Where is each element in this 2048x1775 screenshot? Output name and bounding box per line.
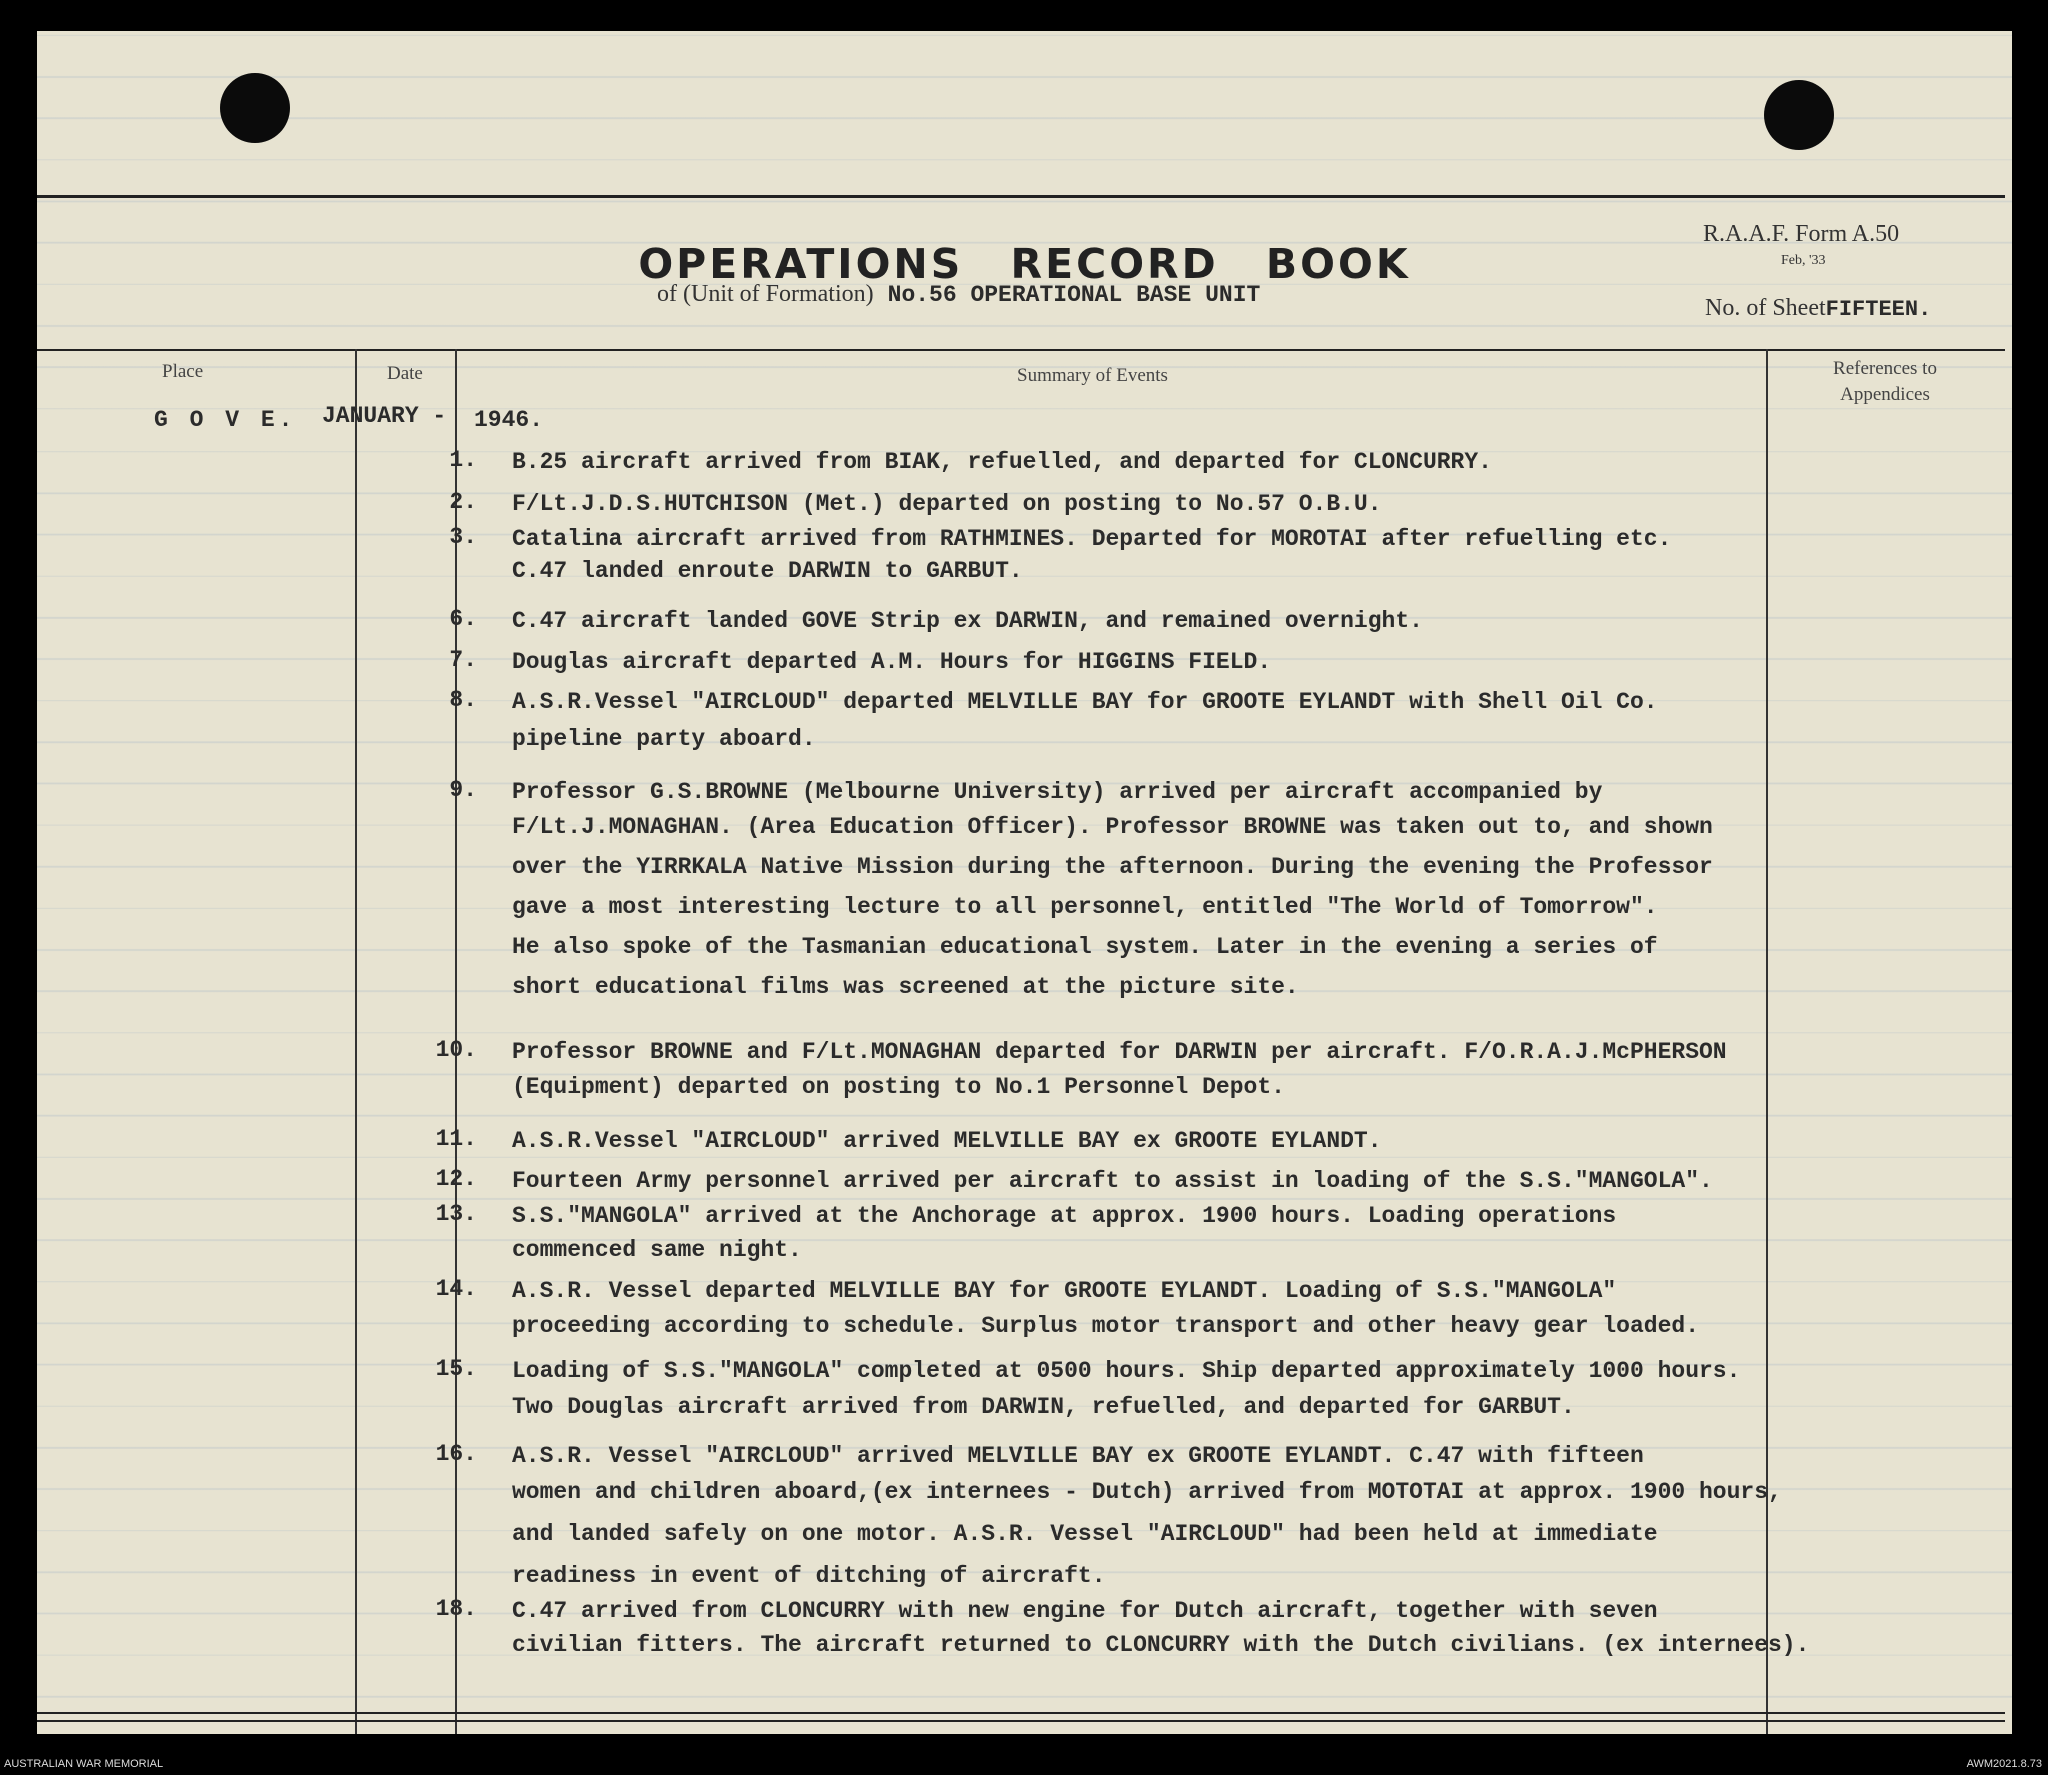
- entry: [435, 1201, 1617, 1269]
- unit-prefix: of (Unit of Formation): [657, 281, 874, 307]
- sheet-number-line: [1705, 295, 1931, 322]
- entry-day: 10.: [435, 1037, 477, 1063]
- entry-text-line: Professor BROWNE and F/Lt.MONAGHAN departed for DARWIN per aircraft. F/O.R.A.J.McPHERSON: [512, 1039, 1727, 1065]
- entry-text-line: readiness in event of ditching of aircraft.: [512, 1563, 1106, 1589]
- column-header-rule: [37, 349, 2005, 351]
- entry: [435, 1037, 1727, 1107]
- column-header-place: Place: [162, 361, 204, 382]
- entry-text-line: Loading of S.S."MANGOLA" completed at 0500 hours. Ship departed approximately 1000 hours.: [512, 1358, 1741, 1384]
- entry-text-line: pipeline party aboard.: [512, 726, 816, 752]
- entry-text-line: C.47 aircraft landed GOVE Strip ex DARWIN, and remained overnight.: [512, 608, 1423, 634]
- entry: [435, 1596, 1810, 1664]
- entry-text-line: A.S.R. Vessel departed MELVILLE BAY for GROOTE EYLANDT. Loading of S.S."MANGOLA": [512, 1278, 1617, 1304]
- entry: [435, 1126, 1382, 1156]
- unit-name: No.56 OPERATIONAL BASE UNIT: [887, 282, 1261, 308]
- entry-text-line: gave a most interesting lecture to all personnel, entitled "The World of Tomorrow".: [512, 894, 1658, 920]
- header-top-rule: [37, 195, 2005, 198]
- bottom-rule: [37, 1712, 2005, 1714]
- form-number: R.A.A.F. Form A.50: [1703, 221, 1900, 247]
- entry: [435, 1356, 1741, 1428]
- entry-text-line: F/Lt.J.MONAGHAN. (Area Education Officer). Professor BROWNE was taken out to, and shown: [512, 814, 1713, 840]
- entry-day: 1.: [449, 447, 477, 473]
- column-header-references: [1785, 356, 1985, 408]
- entry-text-line: (Equipment) departed on posting to No.1 Personnel Depot.: [512, 1074, 1285, 1100]
- entry-text-line: He also spoke of the Tasmanian educational system. Later in the evening a series of: [512, 934, 1658, 960]
- record-sheet: [37, 31, 2012, 1734]
- entry-text-line: short educational films was screened at the picture site.: [512, 974, 1299, 1000]
- page-title: OPERATIONS RECORD BOOK: [638, 240, 1411, 288]
- entry-text-line: women and children aboard,(ex internees - Dutch) arrived from MOTOTAI at approx. 1900 hours,: [512, 1479, 1782, 1505]
- entry-day: 9.: [449, 777, 477, 803]
- entry: [449, 647, 1272, 677]
- entry-text-line: Fourteen Army personnel arrived per aircraft to assist in loading of the S.S."MANGOLA".: [512, 1168, 1713, 1194]
- entry-text-line: civilian fitters. The aircraft returned to CLONCURRY with the Dutch civilians. (ex internees).: [512, 1632, 1810, 1658]
- column-header-date: Date: [387, 363, 423, 384]
- entry-text-line: A.S.R. Vessel "AIRCLOUD" arrived MELVILLE BAY ex GROOTE EYLANDT. C.47 with fifteen: [512, 1443, 1644, 1469]
- footer-left: AUSTRALIAN WAR MEMORIAL: [4, 1758, 164, 1770]
- entry-text-line: Two Douglas aircraft arrived from DARWIN, refuelled, and departed for GARBUT.: [512, 1394, 1575, 1420]
- entry-day: 15.: [435, 1356, 477, 1382]
- entry: [435, 1166, 1713, 1196]
- punch-hole-left: [220, 73, 290, 143]
- punch-hole-right: [1764, 80, 1834, 150]
- entry-text-line: B.25 aircraft arrived from BIAK, refuelled, and departed for CLONCURRY.: [512, 449, 1492, 475]
- entry-day: 18.: [435, 1596, 477, 1622]
- entry: [435, 1276, 1699, 1346]
- place-value: G O V E.: [154, 407, 297, 433]
- entry-day: 13.: [435, 1201, 477, 1227]
- entry-day: 2.: [449, 489, 477, 515]
- form-date: Feb, '33: [1781, 253, 1826, 268]
- entry-day: 11.: [435, 1126, 477, 1152]
- entry-text-line: and landed safely on one motor. A.S.R. Vessel "AIRCLOUD" had been held at immediate: [512, 1521, 1658, 1547]
- entry-day: 16.: [435, 1441, 477, 1467]
- year-value: 1946.: [474, 407, 544, 433]
- entry-text-line: Professor G.S.BROWNE (Melbourne University) arrived per aircraft accompanied by: [512, 779, 1603, 805]
- entry-text-line: F/Lt.J.D.S.HUTCHISON (Met.) departed on posting to No.57 O.B.U.: [512, 491, 1382, 517]
- entry: [435, 1441, 1782, 1597]
- entry-day: 6.: [449, 606, 477, 632]
- entry-text-line: S.S."MANGOLA" arrived at the Anchorage at approx. 1900 hours. Loading operations: [512, 1203, 1617, 1229]
- entry-text-line: over the YIRRKALA Native Mission during the afternoon. During the evening the Professor: [512, 854, 1713, 880]
- entry-text-line: A.S.R.Vessel "AIRCLOUD" arrived MELVILLE BAY ex GROOTE EYLANDT.: [512, 1128, 1382, 1154]
- unit-line: [657, 281, 1260, 308]
- bottom-rule-2: [37, 1720, 2005, 1722]
- entry: [449, 447, 1492, 477]
- column-header-summary: Summary of Events: [1017, 365, 1168, 386]
- references-label-1: References to: [1833, 358, 1937, 379]
- entry: [449, 606, 1423, 636]
- sheet-prefix: No. of Sheet: [1705, 295, 1826, 321]
- references-label-2: Appendices: [1840, 384, 1930, 405]
- entry-text-line: A.S.R.Vessel "AIRCLOUD" departed MELVILLE BAY for GROOTE EYLANDT with Shell Oil Co.: [512, 689, 1658, 715]
- sheet-number: FIFTEEN.: [1825, 297, 1932, 322]
- entry-day: 3.: [449, 524, 477, 550]
- entry-day: 12.: [435, 1166, 477, 1192]
- entry-day: 8.: [449, 687, 477, 713]
- entry-text-line: proceeding according to schedule. Surplus motor transport and other heavy gear loaded.: [512, 1313, 1699, 1339]
- entry: [449, 777, 1713, 1007]
- entry: [449, 489, 1382, 519]
- entry: [449, 524, 1672, 589]
- entry-text-line: C.47 arrived from CLONCURRY with new engine for Dutch aircraft, together with seven: [512, 1598, 1658, 1624]
- entry-day: 7.: [449, 647, 477, 673]
- entry-text-line: C.47 landed enroute DARWIN to GARBUT.: [512, 558, 1023, 584]
- entry-text-line: Catalina aircraft arrived from RATHMINES. Departed for MOROTAI after refuelling etc.: [512, 526, 1672, 552]
- entry-day: 14.: [435, 1276, 477, 1302]
- entry: [449, 687, 1658, 762]
- place-date-divider: [355, 349, 357, 1734]
- entry-text-line: commenced same night.: [512, 1237, 802, 1263]
- month-value: JANUARY -: [322, 403, 447, 429]
- entry-text-line: Douglas aircraft departed A.M. Hours for HIGGINS FIELD.: [512, 649, 1272, 675]
- footer-right: AWM2021.8.73: [1966, 1758, 2042, 1770]
